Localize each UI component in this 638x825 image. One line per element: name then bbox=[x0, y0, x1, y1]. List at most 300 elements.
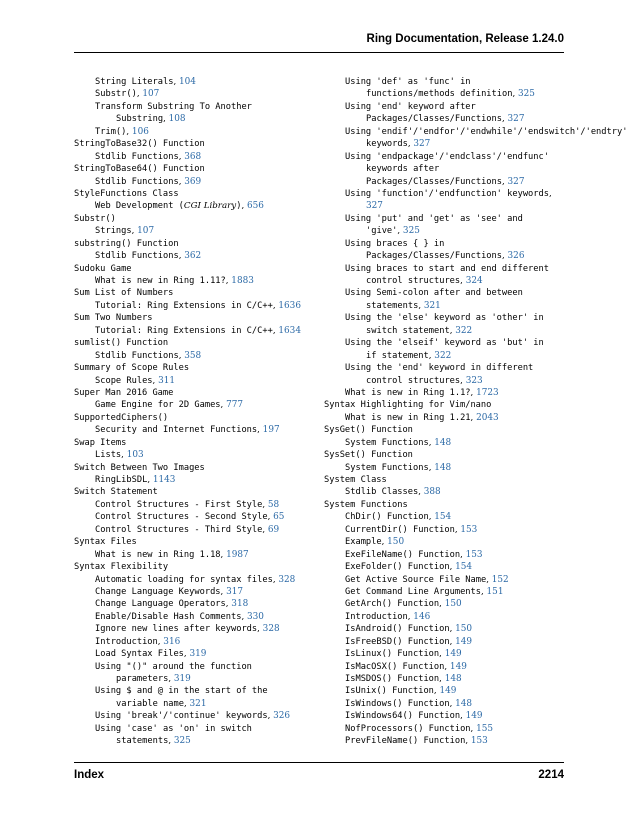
index-subentry-line bbox=[74, 424, 324, 436]
entry-text: Packages/Classes/Functions bbox=[366, 251, 502, 262]
page-link[interactable]: 69 bbox=[267, 524, 280, 535]
page-link[interactable]: 325 bbox=[173, 736, 191, 747]
entry-text: Using 'endif'/'endfor'/'endwhile'/'endswitch'/'endtry' bbox=[345, 126, 628, 137]
page-separator: , bbox=[257, 425, 263, 436]
entry-text: IsFreeBSD() Function bbox=[345, 636, 450, 647]
index-entry bbox=[74, 151, 324, 163]
page-separator: , bbox=[502, 176, 508, 187]
page-separator: , bbox=[439, 674, 445, 684]
page-link[interactable]: 58 bbox=[267, 499, 280, 510]
index-subentry-line bbox=[324, 412, 638, 424]
page-link[interactable]: 154 bbox=[455, 562, 473, 573]
index-term bbox=[324, 399, 638, 411]
page-link[interactable]: 368 bbox=[184, 151, 202, 162]
index-subentry-line bbox=[74, 151, 324, 163]
index-entry bbox=[74, 88, 324, 100]
page-separator: , bbox=[407, 139, 414, 150]
entry-text: Super Man 2016 Game bbox=[74, 387, 174, 398]
entry-text: ExeFolder() Function bbox=[345, 562, 450, 573]
entry-text: Summary of Scope Rules bbox=[74, 363, 190, 374]
index-entry bbox=[324, 735, 638, 747]
page-separator: , bbox=[173, 77, 179, 87]
index-subentry-line bbox=[74, 586, 324, 598]
page-separator: , bbox=[439, 599, 445, 610]
index-subentry-line bbox=[324, 200, 638, 212]
index-entry bbox=[74, 76, 324, 88]
entry-text: StringToBase64() Function bbox=[74, 164, 205, 175]
page-link[interactable]: 149 bbox=[455, 636, 473, 647]
index-subentry-line bbox=[74, 623, 324, 635]
index-term bbox=[324, 474, 638, 486]
page-link[interactable]: 149 bbox=[444, 649, 462, 660]
index-subentry-line bbox=[324, 648, 638, 660]
entry-text: Get Active Source File Name bbox=[345, 574, 487, 585]
entry-text: IsAndroid() Function bbox=[345, 624, 450, 635]
index-entry bbox=[324, 151, 638, 188]
page-link[interactable]: 149 bbox=[465, 711, 483, 722]
entry-text: Transform Substring To Another bbox=[95, 101, 252, 112]
page-link[interactable]: 149 bbox=[439, 686, 457, 697]
page-separator: , bbox=[502, 114, 508, 125]
index-subentry-line bbox=[324, 673, 638, 685]
page-separator: , bbox=[470, 387, 477, 398]
index-subentry-line bbox=[74, 574, 324, 586]
entry-text: What is new in Ring 1.21 bbox=[345, 412, 471, 423]
entry-text: Control Structures - First Style bbox=[95, 499, 263, 510]
index-term bbox=[74, 337, 324, 349]
index-entry bbox=[74, 325, 324, 337]
entry-text: CurrentDir() Function bbox=[345, 524, 455, 535]
page-link[interactable]: 153 bbox=[465, 549, 483, 560]
page-link[interactable]: 325 bbox=[402, 226, 420, 237]
page-separator: , bbox=[428, 462, 435, 473]
index-entry bbox=[74, 375, 324, 387]
index-entry bbox=[74, 300, 324, 312]
header-rule bbox=[74, 52, 564, 53]
page-separator: , bbox=[502, 251, 508, 262]
page-link[interactable]: 65 bbox=[273, 512, 285, 523]
page-link[interactable]: 316 bbox=[163, 636, 181, 647]
index-subentry-line bbox=[324, 138, 638, 150]
page-separator: , bbox=[220, 400, 227, 411]
index-entry bbox=[74, 623, 324, 635]
index-subentry-line bbox=[74, 250, 324, 262]
index-term bbox=[74, 138, 324, 150]
index-subentry-line bbox=[324, 561, 638, 573]
entry-text: Using 'endpackage'/'endclass'/'endfunc' bbox=[345, 151, 549, 162]
page-separator: , bbox=[418, 487, 424, 498]
entry-text: String Literals bbox=[95, 77, 174, 87]
page-separator: , bbox=[449, 698, 456, 709]
page-link[interactable]: 1636 bbox=[278, 300, 301, 311]
entry-italic-text: CGI Library bbox=[183, 201, 237, 212]
entry-text: What is new in Ring 1.1? bbox=[345, 387, 471, 398]
page-link[interactable]: 326 bbox=[273, 711, 291, 722]
index-entry bbox=[74, 188, 324, 200]
index-subentry-line bbox=[74, 275, 324, 287]
page-link[interactable]: 1634 bbox=[278, 325, 301, 336]
index-entry bbox=[74, 449, 324, 461]
page-separator: , bbox=[460, 375, 466, 386]
index-subentry-line bbox=[324, 163, 638, 175]
page-link[interactable]: 358 bbox=[184, 350, 202, 361]
page-link[interactable]: 656 bbox=[246, 201, 264, 212]
page-link[interactable]: 150 bbox=[455, 624, 473, 635]
index-subentry-line bbox=[74, 101, 324, 113]
index-term bbox=[324, 499, 638, 511]
index-subentry-line bbox=[324, 387, 638, 399]
entry-text: NofProcessors() Function bbox=[345, 723, 471, 734]
entry-text: Syntax Highlighting for Vim/nano bbox=[324, 400, 492, 411]
page-link[interactable]: 149 bbox=[449, 661, 467, 672]
page-separator: , bbox=[460, 711, 466, 722]
entry-text: substring() Function bbox=[74, 238, 179, 249]
entry-text: Example bbox=[345, 537, 382, 548]
page-link[interactable]: 107 bbox=[142, 89, 160, 100]
page-link[interactable]: 151 bbox=[486, 586, 504, 597]
entry-text: Stdlib Functions bbox=[95, 176, 179, 187]
page-separator: , bbox=[257, 624, 263, 635]
page-link[interactable]: 322 bbox=[455, 325, 473, 336]
entry-text: functions/methods definition bbox=[366, 89, 513, 100]
index-entry bbox=[74, 200, 324, 212]
page-link[interactable]: 318 bbox=[231, 599, 249, 610]
entry-text: Scope Rules bbox=[95, 375, 153, 386]
index-term bbox=[74, 561, 324, 573]
index-entry bbox=[324, 574, 638, 586]
entry-text: PrevFileName() Function bbox=[345, 736, 466, 747]
index-entry bbox=[74, 636, 324, 648]
page-link[interactable]: 327 bbox=[507, 176, 525, 187]
index-entry bbox=[74, 536, 324, 548]
page-link[interactable]: 325 bbox=[517, 89, 535, 100]
page-link[interactable]: 2043 bbox=[476, 412, 499, 423]
entry-text: Using $ and @ in the start of the bbox=[95, 686, 268, 697]
page-separator: , bbox=[178, 176, 185, 187]
index-subentry-line bbox=[74, 375, 324, 387]
entry-text: Using 'break'/'continue' keywords bbox=[95, 711, 268, 722]
page-separator: , bbox=[131, 226, 138, 237]
entry-text: Using "()" around the function bbox=[95, 661, 252, 672]
page-link[interactable]: 154 bbox=[434, 512, 452, 523]
entry-text: Load Syntax Files bbox=[95, 649, 184, 660]
entry-text: Lists bbox=[95, 450, 122, 461]
page-separator: , bbox=[163, 114, 169, 125]
page-link[interactable]: 1143 bbox=[152, 475, 176, 485]
index-entry bbox=[324, 511, 638, 523]
index-subentry-line bbox=[324, 76, 638, 88]
page-separator: , bbox=[381, 537, 388, 548]
page-link[interactable]: 322 bbox=[434, 350, 452, 361]
page-link[interactable]: 146 bbox=[413, 611, 431, 622]
index-entry bbox=[324, 213, 638, 238]
entry-text: RingLibSDL bbox=[95, 475, 148, 485]
page-link[interactable]: 321 bbox=[189, 698, 207, 709]
page-number: 2214 bbox=[538, 769, 564, 781]
entry-text: Tutorial: Ring Extensions in C/C++ bbox=[95, 325, 273, 336]
index-entry bbox=[74, 213, 324, 225]
page-link[interactable]: 148 bbox=[444, 674, 462, 684]
index-entry bbox=[74, 337, 324, 349]
page-separator: , bbox=[548, 188, 552, 199]
index-subentry-line bbox=[324, 611, 638, 623]
index-entry bbox=[74, 685, 324, 710]
index-entry bbox=[74, 462, 324, 474]
entry-text: Game Engine for 2D Games bbox=[95, 400, 221, 411]
index-entry bbox=[74, 486, 324, 498]
entry-text: keywords after bbox=[366, 164, 440, 175]
index-term bbox=[74, 387, 324, 399]
index-entry bbox=[74, 424, 324, 436]
index-entry bbox=[74, 561, 324, 573]
index-subentry-line bbox=[74, 399, 324, 411]
index-subentry-line bbox=[74, 113, 324, 125]
index-entry bbox=[324, 549, 638, 561]
index-entry bbox=[324, 586, 638, 598]
index-term bbox=[74, 412, 324, 424]
index-entry bbox=[324, 101, 638, 126]
index-term bbox=[74, 462, 324, 474]
page-link[interactable]: 369 bbox=[184, 176, 202, 187]
page-link[interactable]: 103 bbox=[126, 450, 144, 461]
page-link[interactable]: 150 bbox=[387, 537, 405, 548]
index-entry bbox=[74, 723, 324, 748]
index-subentry-line bbox=[74, 661, 324, 673]
page-link[interactable]: 328 bbox=[262, 624, 280, 635]
index-subentry-line bbox=[324, 225, 638, 237]
page-link[interactable]: 317 bbox=[226, 586, 244, 597]
index-subentry-line bbox=[324, 238, 638, 250]
index-subentry-line bbox=[74, 698, 324, 710]
page-separator: , bbox=[460, 276, 466, 286]
index-entry bbox=[324, 698, 638, 710]
index-subentry-line bbox=[324, 549, 638, 561]
index-subentry-line bbox=[324, 723, 638, 735]
entry-text: sumlist() Function bbox=[74, 338, 169, 349]
page-separator: , bbox=[433, 686, 440, 697]
page-link[interactable]: 328 bbox=[278, 574, 296, 585]
index-entry bbox=[324, 685, 638, 697]
index-subentry-line bbox=[74, 710, 324, 722]
index-term bbox=[74, 163, 324, 175]
index-entry bbox=[74, 511, 324, 523]
index-entry bbox=[74, 225, 324, 237]
page-separator: , bbox=[241, 611, 247, 622]
entry-text: System Class bbox=[324, 475, 387, 485]
page-link[interactable]: 327 bbox=[507, 114, 525, 125]
index-entry bbox=[324, 486, 638, 498]
index-entry bbox=[324, 474, 638, 486]
page-footer bbox=[74, 769, 564, 785]
index-entry bbox=[324, 76, 638, 101]
page-link[interactable]: 153 bbox=[460, 524, 478, 535]
index-subentry-line bbox=[74, 636, 324, 648]
index-term bbox=[324, 424, 638, 436]
page-link[interactable]: 150 bbox=[444, 599, 462, 610]
entry-text: Stdlib Functions bbox=[95, 151, 179, 162]
index-entry bbox=[74, 474, 324, 486]
entry-text: Switch Statement bbox=[74, 487, 158, 498]
page-link[interactable]: 319 bbox=[189, 649, 207, 660]
index-entry bbox=[74, 238, 324, 250]
page-link[interactable]: 327 bbox=[413, 139, 431, 150]
entry-text: Stdlib Classes bbox=[345, 487, 419, 498]
index-entry bbox=[74, 250, 324, 262]
page-link[interactable]: 1723 bbox=[476, 387, 499, 398]
index-subentry-line bbox=[324, 362, 638, 374]
index-entry bbox=[324, 561, 638, 573]
page-link[interactable]: 108 bbox=[168, 114, 186, 125]
entry-text: Substr() bbox=[95, 89, 137, 100]
entry-text: Packages/Classes/Functions bbox=[366, 176, 502, 187]
index-subentry-line bbox=[324, 486, 638, 498]
entry-text: IsWindows() Function bbox=[345, 698, 450, 709]
page-separator: , bbox=[486, 574, 492, 585]
index-subentry-line bbox=[324, 685, 638, 697]
index-term bbox=[74, 188, 324, 200]
entry-text: Web Development ( bbox=[95, 201, 184, 212]
index-term bbox=[74, 287, 324, 299]
page-link[interactable]: 327 bbox=[366, 201, 383, 212]
page-link[interactable]: 148 bbox=[434, 437, 452, 448]
page-separator: , bbox=[428, 512, 435, 523]
document-title: Ring Documentation, Release 1.24.0 bbox=[366, 33, 564, 45]
index-subentry-line bbox=[74, 499, 324, 511]
page-separator: , bbox=[152, 375, 159, 386]
index-subentry-line bbox=[324, 287, 638, 299]
entry-text: Trim() bbox=[95, 126, 127, 137]
page-link[interactable]: 148 bbox=[434, 462, 452, 473]
entry-text: Enable/Disable Hash Comments bbox=[95, 611, 242, 622]
index-entry bbox=[324, 412, 638, 424]
index-entry bbox=[324, 287, 638, 312]
index-entry bbox=[324, 536, 638, 548]
page-link[interactable]: 1987 bbox=[226, 549, 249, 560]
index-entry bbox=[74, 163, 324, 175]
page-link[interactable]: 311 bbox=[158, 375, 176, 386]
entry-text: Using 'put' and 'get' as 'see' and bbox=[345, 213, 523, 224]
index-subentry-line bbox=[324, 710, 638, 722]
page-link[interactable]: 388 bbox=[423, 487, 441, 498]
page-separator: , bbox=[460, 549, 466, 560]
index-subentry-line bbox=[324, 88, 638, 100]
index-entry bbox=[324, 449, 638, 461]
index-subentry-line bbox=[324, 375, 638, 387]
index-entry bbox=[324, 188, 638, 213]
page-link[interactable]: 326 bbox=[507, 251, 525, 262]
index-term bbox=[74, 536, 324, 548]
index-subentry-line bbox=[324, 188, 638, 200]
page-link[interactable]: 107 bbox=[137, 226, 155, 237]
index-entry bbox=[74, 263, 324, 275]
page-separator: , bbox=[136, 89, 143, 100]
entry-text: Automatic loading for syntax files bbox=[95, 574, 273, 585]
entry-text: Change Language Operators bbox=[95, 599, 226, 610]
index-subentry-line bbox=[324, 598, 638, 610]
page-separator: , bbox=[418, 300, 424, 311]
index-entry bbox=[324, 723, 638, 735]
index-entry bbox=[324, 362, 638, 387]
page-separator: , bbox=[121, 450, 127, 461]
page-separator: , bbox=[267, 711, 274, 722]
page-link[interactable]: 197 bbox=[262, 425, 280, 436]
page-link[interactable]: 321 bbox=[423, 300, 441, 311]
page-separator: , bbox=[272, 300, 279, 311]
index-subentry-line bbox=[74, 176, 324, 188]
entry-text: 'give' bbox=[366, 226, 398, 237]
entry-text: Using 'case' as 'on' in switch bbox=[95, 723, 252, 734]
index-entry bbox=[74, 661, 324, 686]
index-column-left bbox=[74, 76, 324, 748]
index-entry bbox=[324, 524, 638, 536]
index-entry bbox=[74, 524, 324, 536]
page-separator: , bbox=[126, 126, 132, 137]
page-link[interactable]: 323 bbox=[465, 375, 483, 386]
index-entry bbox=[74, 287, 324, 299]
index-subentry-line bbox=[74, 611, 324, 623]
index-subentry-line bbox=[74, 474, 324, 486]
index-subentry-line bbox=[324, 213, 638, 225]
index-subentry-line bbox=[74, 350, 324, 362]
index-entry bbox=[74, 101, 324, 126]
entry-text: keywords bbox=[366, 139, 408, 150]
index-term bbox=[74, 437, 324, 449]
page-link[interactable]: 106 bbox=[131, 126, 149, 137]
entry-text: Control Structures - Third Style bbox=[95, 524, 263, 535]
entry-text: Using the 'else' keyword as 'other' in bbox=[345, 313, 544, 324]
entry-text: Using braces to start and end different bbox=[345, 263, 549, 274]
entry-text: IsLinux() Function bbox=[345, 649, 440, 660]
index-term bbox=[74, 238, 324, 250]
index-subentry-line bbox=[324, 113, 638, 125]
index-subentry-line bbox=[324, 524, 638, 536]
page-link[interactable]: 152 bbox=[491, 574, 509, 585]
page-link[interactable]: 153 bbox=[470, 736, 488, 747]
page-link[interactable]: 155 bbox=[476, 723, 494, 734]
page-link[interactable]: 330 bbox=[246, 611, 264, 622]
entry-text: Ignore new lines after keywords bbox=[95, 624, 258, 635]
index-entry bbox=[74, 399, 324, 411]
page-link[interactable]: 1883 bbox=[231, 276, 254, 286]
page-link[interactable]: 777 bbox=[226, 400, 244, 411]
entry-text: Tutorial: Ring Extensions in C/C++ bbox=[95, 300, 273, 311]
index-subentry-line bbox=[324, 126, 638, 138]
entry-text: Packages/Classes/Functions bbox=[366, 114, 502, 125]
page-link[interactable]: 319 bbox=[173, 674, 191, 684]
entry-text: statements bbox=[366, 300, 419, 311]
index-entry bbox=[74, 275, 324, 287]
index-entry bbox=[324, 126, 638, 151]
index-entry bbox=[74, 549, 324, 561]
index-entry bbox=[324, 673, 638, 685]
page-link[interactable]: 362 bbox=[184, 251, 202, 262]
index-entry bbox=[324, 424, 638, 436]
page-link[interactable]: 324 bbox=[465, 276, 483, 286]
page-separator: , bbox=[407, 611, 414, 622]
entry-text: IsUnix() Function bbox=[345, 686, 434, 697]
page-separator: , bbox=[470, 412, 477, 423]
page-separator: , bbox=[241, 201, 247, 212]
page-separator: , bbox=[168, 674, 174, 684]
entry-text: Control Structures - Second Style bbox=[95, 512, 268, 523]
index-entry bbox=[324, 623, 638, 635]
index-subentry-line bbox=[324, 698, 638, 710]
entry-text: Stdlib Functions bbox=[95, 350, 179, 361]
page-link[interactable]: 104 bbox=[179, 77, 196, 87]
page-link[interactable]: 148 bbox=[455, 698, 473, 709]
index-term bbox=[74, 362, 324, 374]
index-entry bbox=[74, 312, 324, 324]
